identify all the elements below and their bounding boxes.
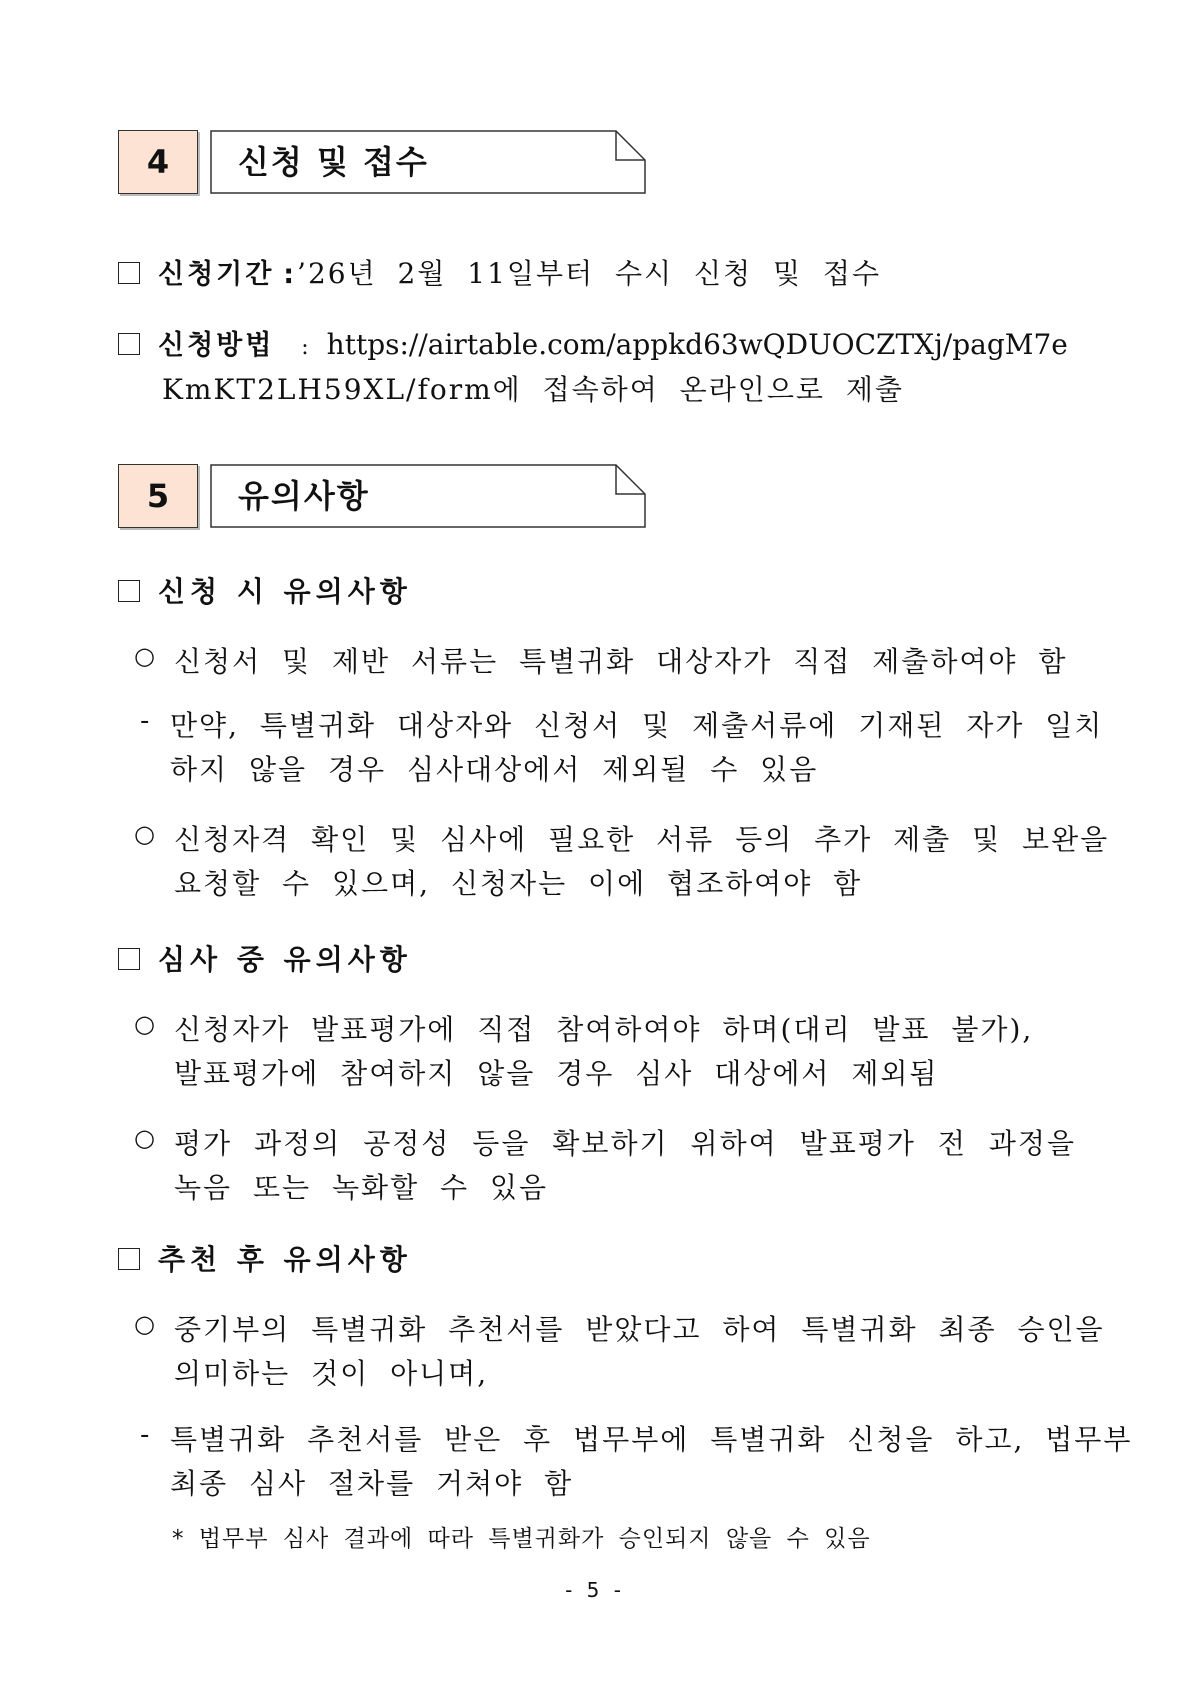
page-number: - 5 - — [565, 1578, 625, 1602]
circle-bullet-icon: ○ — [134, 820, 155, 848]
section-title-box — [210, 130, 646, 194]
circle-bullet-icon: ○ — [134, 1124, 155, 1152]
list-item-line: 발표평가에 참여하지 않을 경우 심사 대상에서 제외됨 — [174, 1057, 939, 1090]
checkbox-square-icon — [118, 1248, 140, 1270]
section-4-header — [118, 130, 648, 194]
period-label: 신청기간 — [158, 259, 275, 290]
checkbox-square-icon — [118, 948, 140, 970]
group-heading — [118, 572, 412, 612]
list-item-line: 특별귀화 추천서를 받은 후 법무부에 특별귀화 신청을 하고, 법무부 — [170, 1423, 1133, 1456]
list-item-line: 신청자격 확인 및 심사에 필요한 서류 등의 추가 제출 및 보완을 — [174, 823, 1110, 856]
section-title-box — [210, 464, 646, 528]
period-row — [118, 254, 881, 295]
section-5-header — [118, 464, 648, 528]
dash-bullet-icon: - — [140, 706, 150, 736]
list-item-line: 신청자가 발표평가에 직접 참여하여야 하며(대리 발표 불가), — [174, 1013, 1034, 1046]
section-title: 신청 및 접수 — [238, 143, 429, 181]
list-item-line: 의미하는 것이 아니며, — [174, 1357, 489, 1390]
section-number: 5 — [118, 464, 198, 528]
method-separator: : — [301, 335, 309, 360]
method-url-line2: KmKT2LH59XL/form에 접속하여 온라인으로 제출 — [162, 373, 904, 406]
circle-bullet-icon: ○ — [134, 642, 155, 670]
group-heading-text: 심사 중 유의사항 — [158, 943, 412, 976]
section-number: 4 — [118, 130, 198, 194]
circle-bullet-icon: ○ — [134, 1310, 155, 1338]
list-item-line: 최종 심사 절차를 거쳐야 함 — [170, 1467, 574, 1500]
method-row — [118, 325, 1068, 368]
list-item-line: 녹음 또는 녹화할 수 있음 — [174, 1171, 549, 1204]
group-heading — [118, 1240, 412, 1280]
method-label: 신청방법 — [158, 330, 275, 361]
list-item-line: 중기부의 특별귀화 추천서를 받았다고 하여 특별귀화 최종 승인을 — [174, 1313, 1105, 1346]
checkbox-square-icon — [118, 580, 140, 602]
section-title: 유의사항 — [238, 477, 370, 515]
checkbox-square-icon — [118, 333, 140, 355]
circle-bullet-icon: ○ — [134, 1010, 155, 1038]
dash-bullet-icon: - — [140, 1420, 150, 1450]
group-heading — [118, 940, 412, 980]
checkbox-square-icon — [118, 262, 140, 284]
list-item-line: 하지 않을 경우 심사대상에서 제외될 수 있음 — [170, 753, 819, 786]
list-item-line: 만약, 특별귀화 대상자와 신청서 및 제출서류에 기재된 자가 일치 — [170, 709, 1104, 742]
list-item-line: 평가 과정의 공정성 등을 확보하기 위하여 발표평가 전 과정을 — [174, 1127, 1076, 1160]
period-value: ’26년 2월 11일부터 수시 신청 및 접수 — [297, 257, 881, 290]
period-separator: : — [283, 259, 298, 290]
list-item-line: 신청서 및 제반 서류는 특별귀화 대상자가 직접 제출하여야 함 — [174, 645, 1068, 678]
method-url-part1: https://airtable.com/appkd63wQDUOCZTXj/pagM7e — [326, 328, 1068, 361]
list-item-line: 요청할 수 있으며, 신청자는 이에 협조하여야 함 — [174, 867, 863, 900]
group-heading-text: 추천 후 유의사항 — [158, 1243, 412, 1276]
group-heading-text: 신청 시 유의사항 — [158, 575, 412, 608]
footnote: * 법무부 심사 결과에 따라 특별귀화가 승인되지 않을 수 있음 — [172, 1526, 871, 1552]
